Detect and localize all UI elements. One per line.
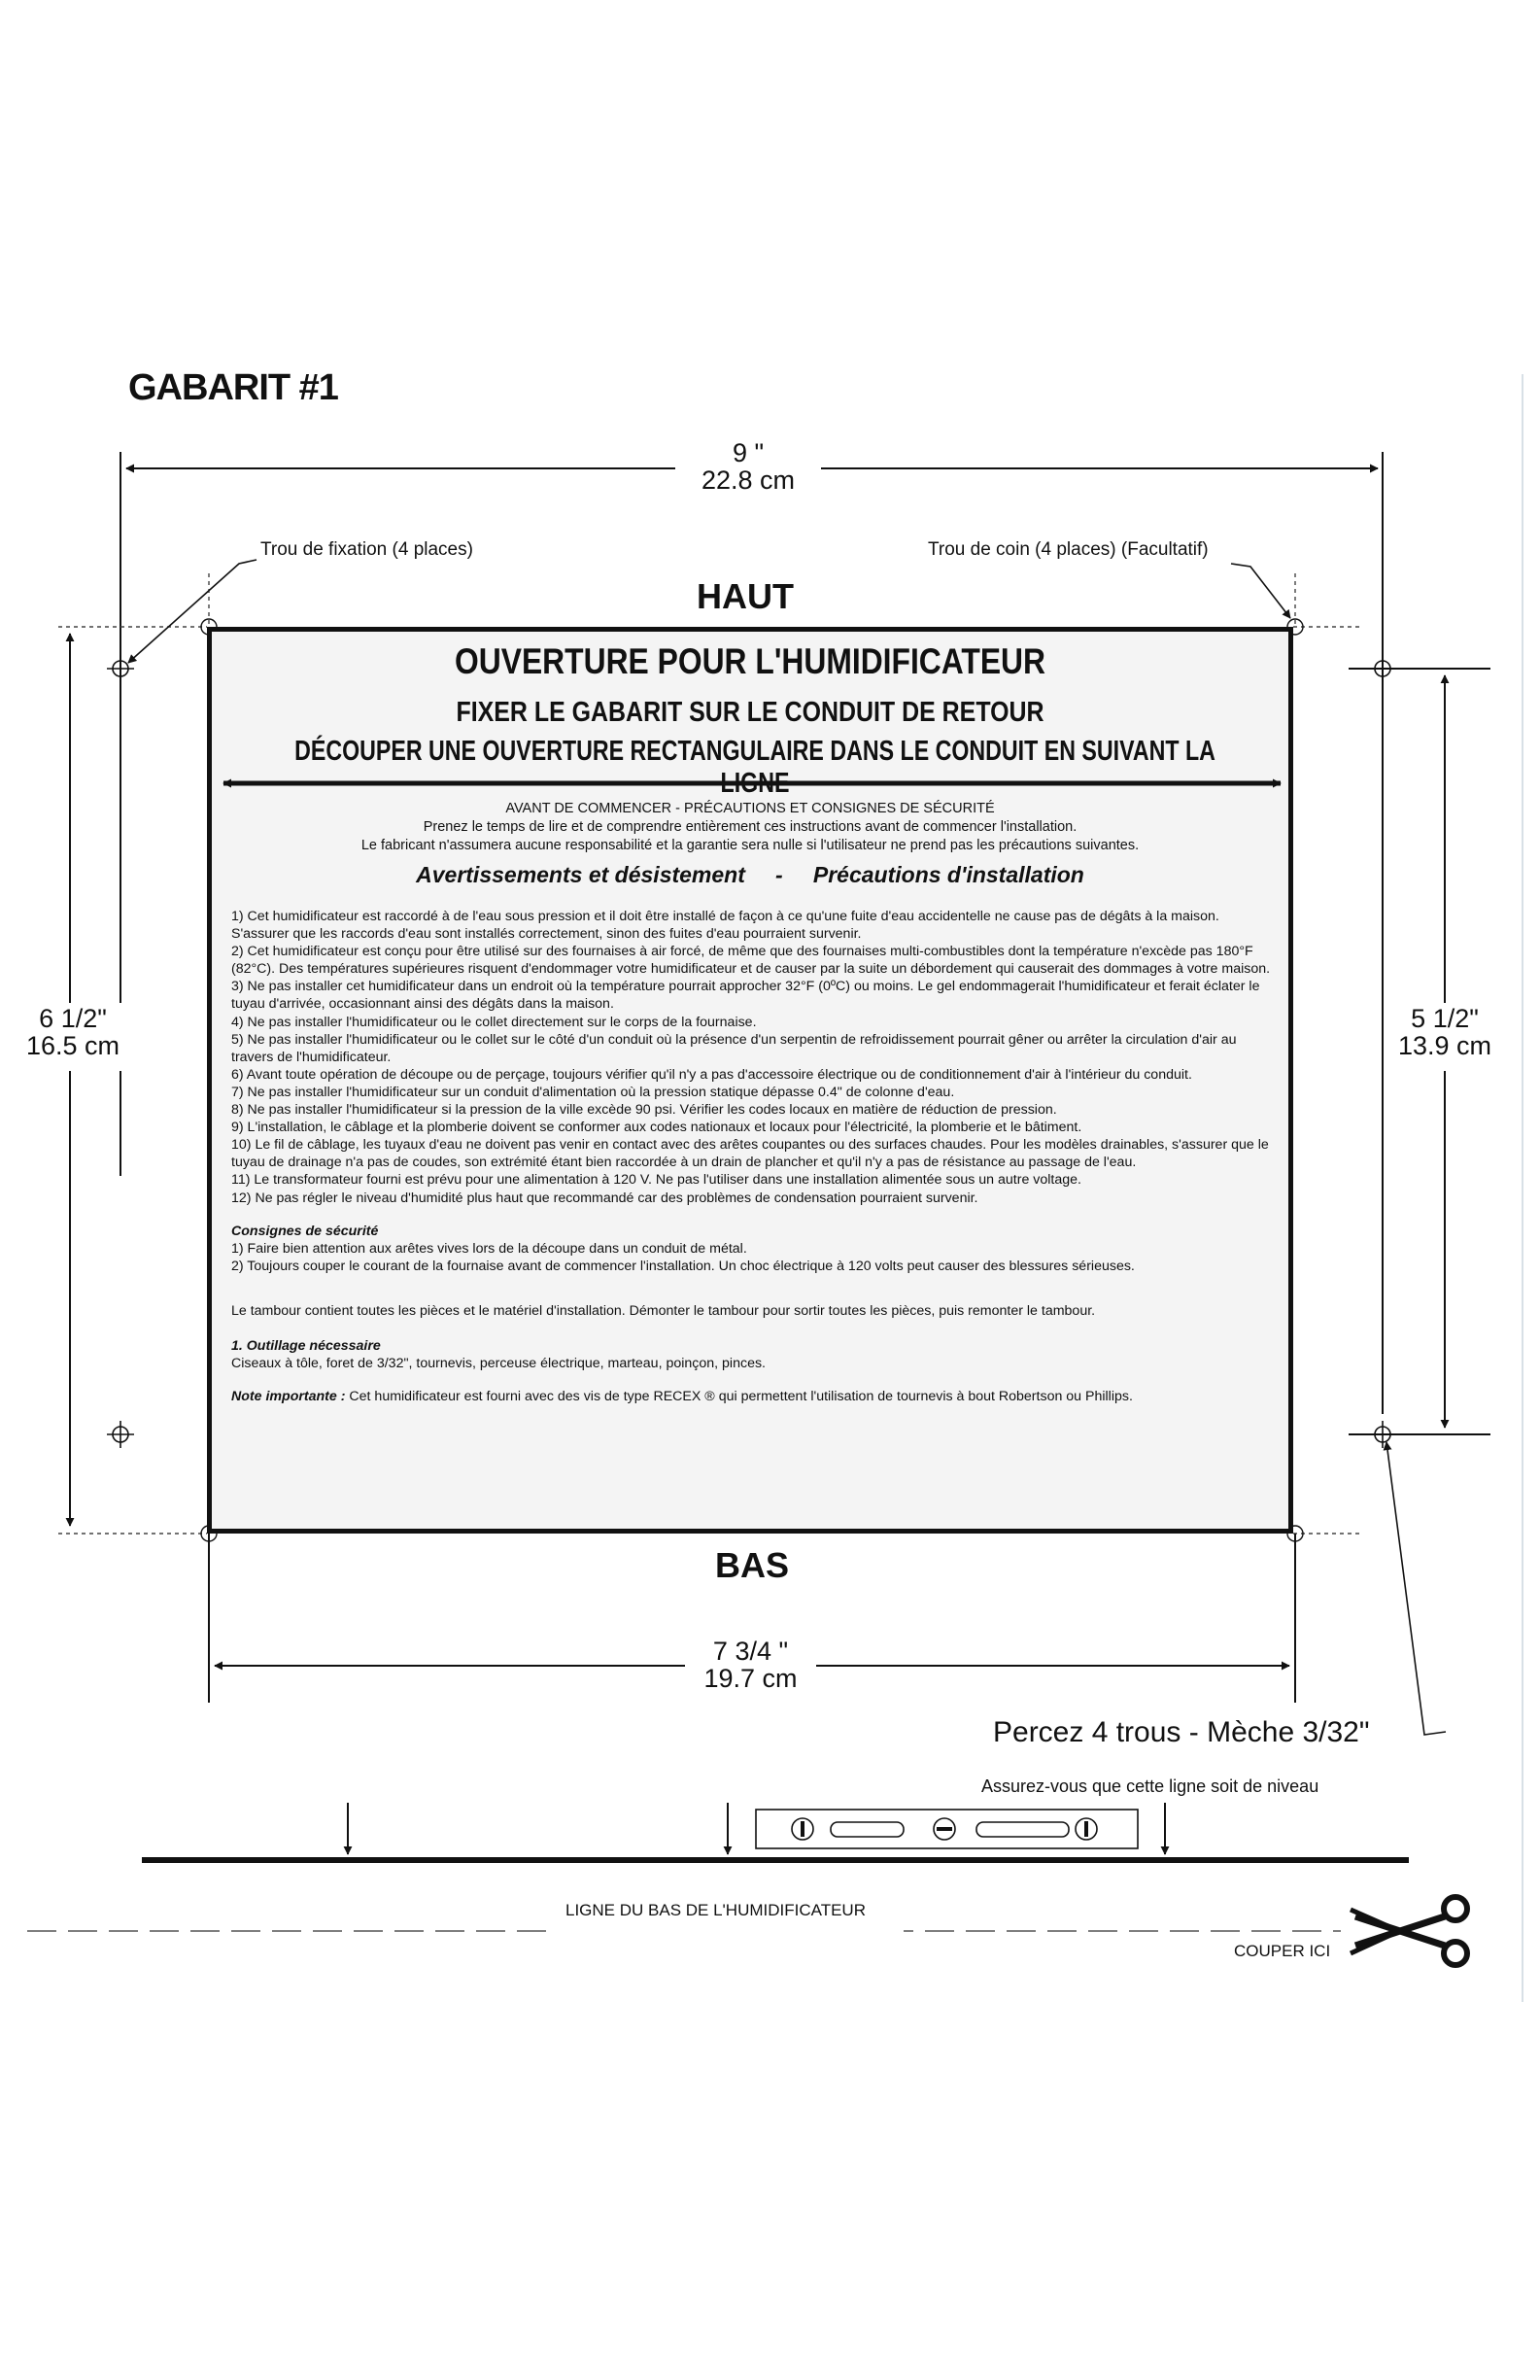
- intro-line-2: Prenez le temps de lire et de comprendre entièrement ces instructions avant de commencer l'installation.: [423, 819, 1078, 835]
- safety-item: 1) Faire bien attention aux arêtes vives lors de la découpe dans un conduit de métal.: [231, 1240, 747, 1257]
- drill-leader: [1386, 1442, 1446, 1735]
- top-dimension-label: [680, 439, 816, 495]
- right-dimension-cm: 13.9 cm: [1397, 1031, 1492, 1061]
- spirit-level-icon: [756, 1810, 1138, 1848]
- warnings-heading-sep: -: [775, 862, 783, 887]
- drill-callout: Percez 4 trous - Mèche 3/32": [993, 1716, 1370, 1748]
- intro-block: [212, 800, 1288, 855]
- tools-heading: 1. Outillage nécessaire: [231, 1337, 381, 1354]
- warning-item: 3) Ne pas installer cet humidificateur dans un endroit où la température pourrait approcher 32°F (0ºC) ou moins. Le gel endommagerait l'humidificateur et ferait éclater le tuyau d'arrivée, occasionnant ainsi des dégâts dans la maison.: [231, 979, 1260, 1013]
- left-dimension-label: [19, 1005, 126, 1060]
- warning-item: 9) L'installation, le câblage et la plomberie doivent se conformer aux codes nationaux et locaux pour l'électricité, la plomberie et le bâtiment.: [231, 1120, 1082, 1136]
- warning-item: 4) Ne pas installer l'humidificateur ou le collet directement sur le corps de la fournaise.: [231, 1014, 757, 1030]
- left-dimension-cm: 16.5 cm: [25, 1031, 120, 1061]
- tools-list: Ciseaux à tôle, foret de 3/32", tournevis, perceuse électrique, marteau, poinçon, pinces.: [231, 1356, 766, 1372]
- warnings-heading-right: Précautions d'installation: [812, 862, 1084, 887]
- corner-hole-callout: Trou de coin (4 places) (Facultatif): [928, 539, 1209, 560]
- intro-line-3: Le fabricant n'assumera aucune responsabilité et la garantie sera nulle si l'utilisateur ne prend pas les précautions suivantes.: [360, 838, 1140, 853]
- warning-item: 11) Le transformateur fourni est prévu pour une alimentation à 120 V. Ne pas l'utiliser dans une installation alimentée sous un autre voltage.: [231, 1172, 1081, 1189]
- warning-item: 10) Le fil de câblage, les tuyaux d'eau ne doivent pas venir en contact avec des arêtes coupantes ou des surfaces chaudes. Pour les modèles drainables, s'assurer que le tuyau de drainage n'a pas de coudes, son extrémité étant bien raccordée à un drain de plancher et qu'il n'y a pas de résistance au passage de l'eau.: [231, 1137, 1269, 1171]
- page-title: GABARIT #1: [128, 367, 338, 408]
- right-dimension-label: [1391, 1005, 1498, 1060]
- cut-here-label: COUPER ICI: [1234, 1942, 1331, 1960]
- warning-item: 5) Ne pas installer l'humidificateur ou le collet sur le côté d'un conduit où la présence d'un serpentin de refroidissement pourrait gêner ou arrêter la circulation d'air au travers de l'humidificateur.: [231, 1031, 1237, 1065]
- scissors-icon: [1351, 1897, 1467, 1965]
- top-dimension-inches: 9 ": [732, 438, 765, 467]
- top-dimension-cm: 22.8 cm: [701, 466, 796, 496]
- cut-instruction: DÉCOUPER UNE OUVERTURE RECTANGULAIRE DANS LE CONDUIT EN SUIVANT LA LIGNE: [294, 736, 1215, 799]
- bottom-line-label: LIGNE DU BAS DE L'HUMIDIFICATEUR: [565, 1901, 866, 1919]
- top-orientation-label: HAUT: [697, 576, 794, 616]
- level-callout: Assurez-vous que cette ligne soit de niveau: [981, 1776, 1319, 1796]
- warning-item: 7) Ne pas installer l'humidificateur sur un conduit d'alimentation où la pression statique dépasse 0.4" de colonne d'eau.: [231, 1084, 955, 1100]
- left-dimension-inches: 6 1/2": [39, 1004, 107, 1033]
- right-dimension-inches: 5 1/2": [1411, 1004, 1479, 1033]
- warning-item: 12) Ne pas régler le niveau d'humidité plus haut que recommandé car des problèmes de condensation pourraient survenir.: [231, 1190, 978, 1206]
- important-note-label: Note importante :: [231, 1389, 346, 1405]
- corner-hole-leader: [1231, 564, 1290, 618]
- warnings-heading: [212, 862, 1288, 888]
- important-note-text: Cet humidificateur est fourni avec des vis de type RECEX ® qui permettent l'utilisation de tournevis à bout Robertson ou Phillips.: [349, 1389, 1133, 1405]
- template-box: [207, 627, 1293, 1534]
- warning-item: 1) Cet humidificateur est raccordé à de l'eau sous pression et il doit être installé de façon à ce qu'une fuite d'eau accidentelle ne cause pas de dégâts à la maison. S'assurer que les raccords d'eau sont installés correctement, sinon des fuites d'eau pourraient survenir.: [231, 909, 1219, 943]
- template-subheading: FIXER LE GABARIT SUR LE CONDUIT DE RETOUR: [456, 697, 1044, 728]
- warning-item: 8) Ne pas installer l'humidificateur si la pression de la ville excède 90 psi. Vérifier les codes locaux en matière de réduction de pression.: [231, 1102, 1057, 1119]
- intro-line-1: AVANT DE COMMENCER - PRÉCAUTIONS ET CONSIGNES DE SÉCURITÉ: [505, 801, 995, 816]
- warning-item: 6) Avant toute opération de découpe ou de perçage, toujours vérifier qu'il n'y a pas d'accessoire électrique ou de conditionnement d'air à l'intérieur du conduit.: [231, 1066, 1192, 1083]
- bottom-dimension-inches: 7 3/4 ": [712, 1637, 789, 1666]
- drum-note: Le tambour contient toutes les pièces et le matériel d'installation. Démonter le tambour pour sortir toutes les pièces, puis remonter le tambour.: [231, 1302, 1096, 1319]
- warning-item: 2) Cet humidificateur est conçu pour être utilisé sur des fournaises à air forcé, de même que des fournaises multi-combustibles dont la température n'excède pas 180°F (82°C). Des températures supérieures risquent d'endommager votre humidificateur et de causer par la suite un débordement qui causerait des dommages à votre maison.: [231, 944, 1271, 978]
- bottom-dimension-label: [685, 1638, 816, 1693]
- cut-width-arrow: [218, 774, 1286, 793]
- template-heading: OUVERTURE POUR L'HUMIDIFICATEUR: [454, 641, 1046, 681]
- warnings-heading-left: Avertissements et désistement: [416, 862, 745, 887]
- mount-hole-callout: Trou de fixation (4 places): [260, 539, 473, 560]
- safety-item: 2) Toujours couper le courant de la fournaise avant de commencer l'installation. Un choc électrique à 120 volts peut causer des blessures sérieuses.: [231, 1258, 1135, 1274]
- safety-heading: Consignes de sécurité: [231, 1223, 379, 1239]
- bottom-dimension-cm: 19.7 cm: [703, 1664, 798, 1694]
- bottom-orientation-label: BAS: [714, 1545, 789, 1585]
- warnings-body: [231, 908, 1273, 1405]
- important-note: [231, 1388, 1273, 1405]
